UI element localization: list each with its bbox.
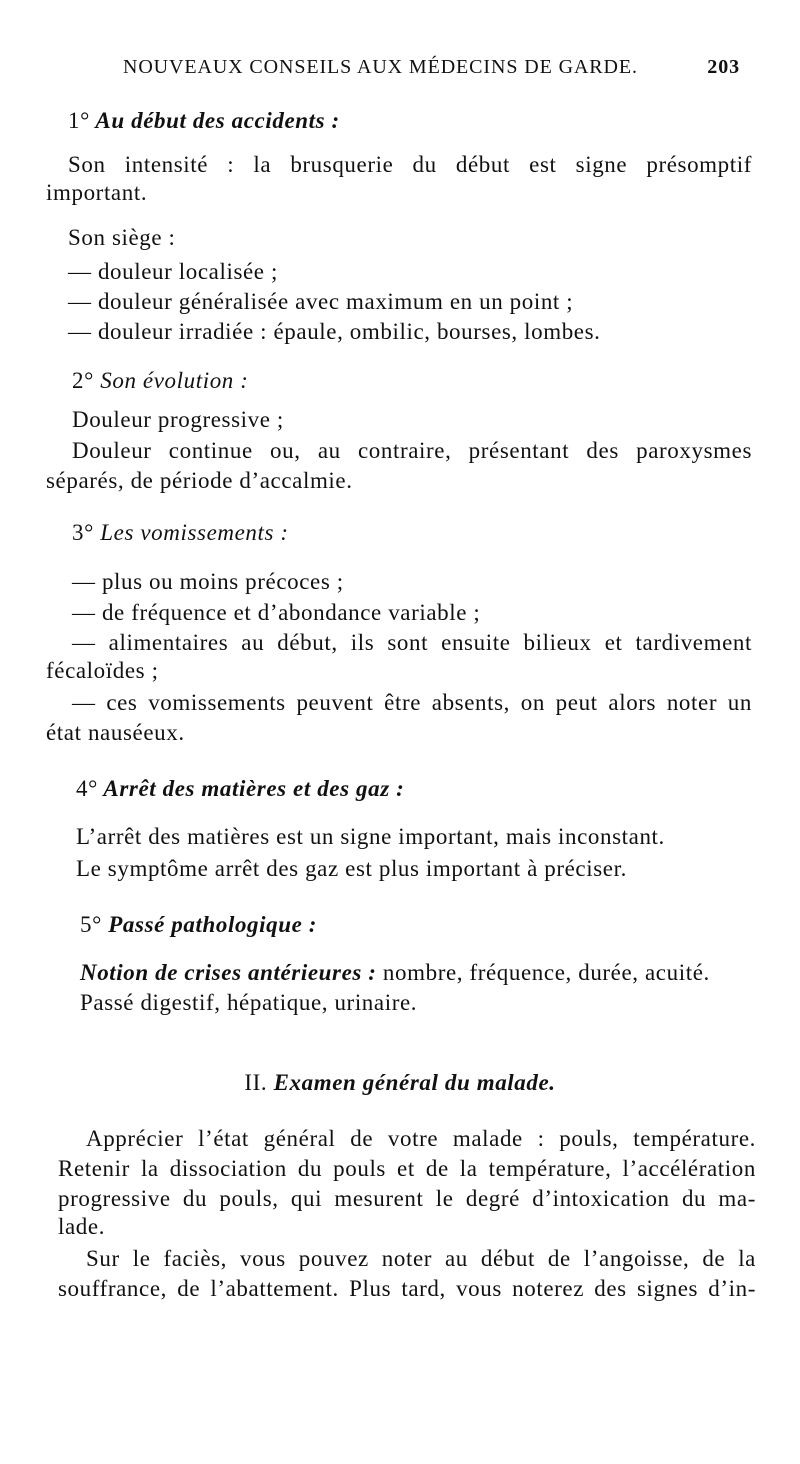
list-item: — ces vomissements peuvent être absents, on peut alors noter un bbox=[72, 690, 752, 715]
section-3-heading bbox=[72, 518, 289, 548]
section-4-number: 4° bbox=[76, 776, 98, 801]
paragraph-line: Son siège : bbox=[68, 225, 176, 250]
section-4-title: Arrêt des matières et des gaz : bbox=[103, 776, 405, 801]
notion-text: nombre, fréquence, durée, acuité. bbox=[376, 960, 710, 985]
paragraph-line: Douleur progressive ; bbox=[72, 407, 284, 432]
section-1-title: Au début des accidents : bbox=[95, 108, 340, 133]
list-item: — douleur généralisée avec maximum en un point ; bbox=[68, 289, 574, 314]
section-5-number: 5° bbox=[80, 912, 102, 937]
paragraph-line: Apprécier l’état général de votre malade : pouls, température. bbox=[86, 1126, 756, 1151]
paragraph-line: état nauséeux. bbox=[46, 720, 185, 745]
paragraph-line: L’arrêt des matières est un signe important, mais inconstant. bbox=[76, 824, 665, 849]
paragraph-line bbox=[80, 958, 710, 988]
paragraph-line: souffrance, de l’abattement. Plus tard, vous noterez des signes d’in- bbox=[58, 1276, 756, 1301]
paragraph-line: important. bbox=[46, 180, 148, 205]
paragraph-line: Retenir la dissociation du pouls et de la température, l’accélération bbox=[58, 1156, 756, 1181]
section-ii-title: Examen général du malade. bbox=[273, 1070, 556, 1095]
section-2-number: 2° bbox=[72, 368, 94, 393]
paragraph-line: progressive du pouls, qui mesurent le degré d’intoxication du ma- bbox=[58, 1186, 756, 1211]
section-1-heading bbox=[68, 106, 340, 136]
section-4-heading bbox=[76, 774, 404, 804]
running-head bbox=[123, 52, 740, 82]
page-number: 203 bbox=[707, 56, 740, 78]
section-2-title: Son évolution : bbox=[100, 368, 249, 393]
paragraph-line: Douleur continue ou, au contraire, présentant des paroxysmes bbox=[72, 438, 752, 463]
section-5-heading bbox=[80, 910, 317, 940]
paragraph-line: lade. bbox=[58, 1214, 106, 1239]
section-1-number: 1° bbox=[68, 108, 90, 133]
section-2-heading bbox=[72, 366, 249, 396]
paragraph-line: fécaloïdes ; bbox=[46, 658, 159, 683]
paragraph-line: Son intensité : la brusquerie du début est signe présomptif bbox=[68, 152, 752, 177]
paragraph-line: Sur le faciès, vous pouvez noter au début de l’angoisse, de la bbox=[86, 1246, 756, 1271]
paragraph-line: séparés, de période d’accalmie. bbox=[46, 468, 353, 493]
list-item: — plus ou moins précoces ; bbox=[72, 569, 344, 594]
list-item: — alimentaires au début, ils sont ensuite bilieux et tardivement bbox=[72, 630, 752, 655]
list-item: — douleur localisée ; bbox=[68, 259, 278, 284]
list-item: — de fréquence et d’abondance variable ; bbox=[72, 600, 481, 625]
section-ii-heading bbox=[0, 1068, 800, 1098]
paragraph-line: Passé digestif, hépatique, urinaire. bbox=[80, 990, 418, 1015]
section-3-title: Les vomissements : bbox=[100, 520, 289, 545]
section-ii-numeral: II. bbox=[244, 1070, 268, 1095]
paragraph-line: Le symptôme arrêt des gaz est plus important à préciser. bbox=[76, 856, 627, 881]
list-item: — douleur irradiée : épaule, ombilic, bourses, lombes. bbox=[68, 319, 601, 344]
running-title: NOUVEAUX CONSEILS AUX MÉDECINS DE GARDE. bbox=[123, 56, 638, 78]
notion-label: Notion de crises antérieures : bbox=[80, 960, 377, 985]
section-3-number: 3° bbox=[72, 520, 94, 545]
section-5-title: Passé pathologique : bbox=[108, 912, 318, 937]
